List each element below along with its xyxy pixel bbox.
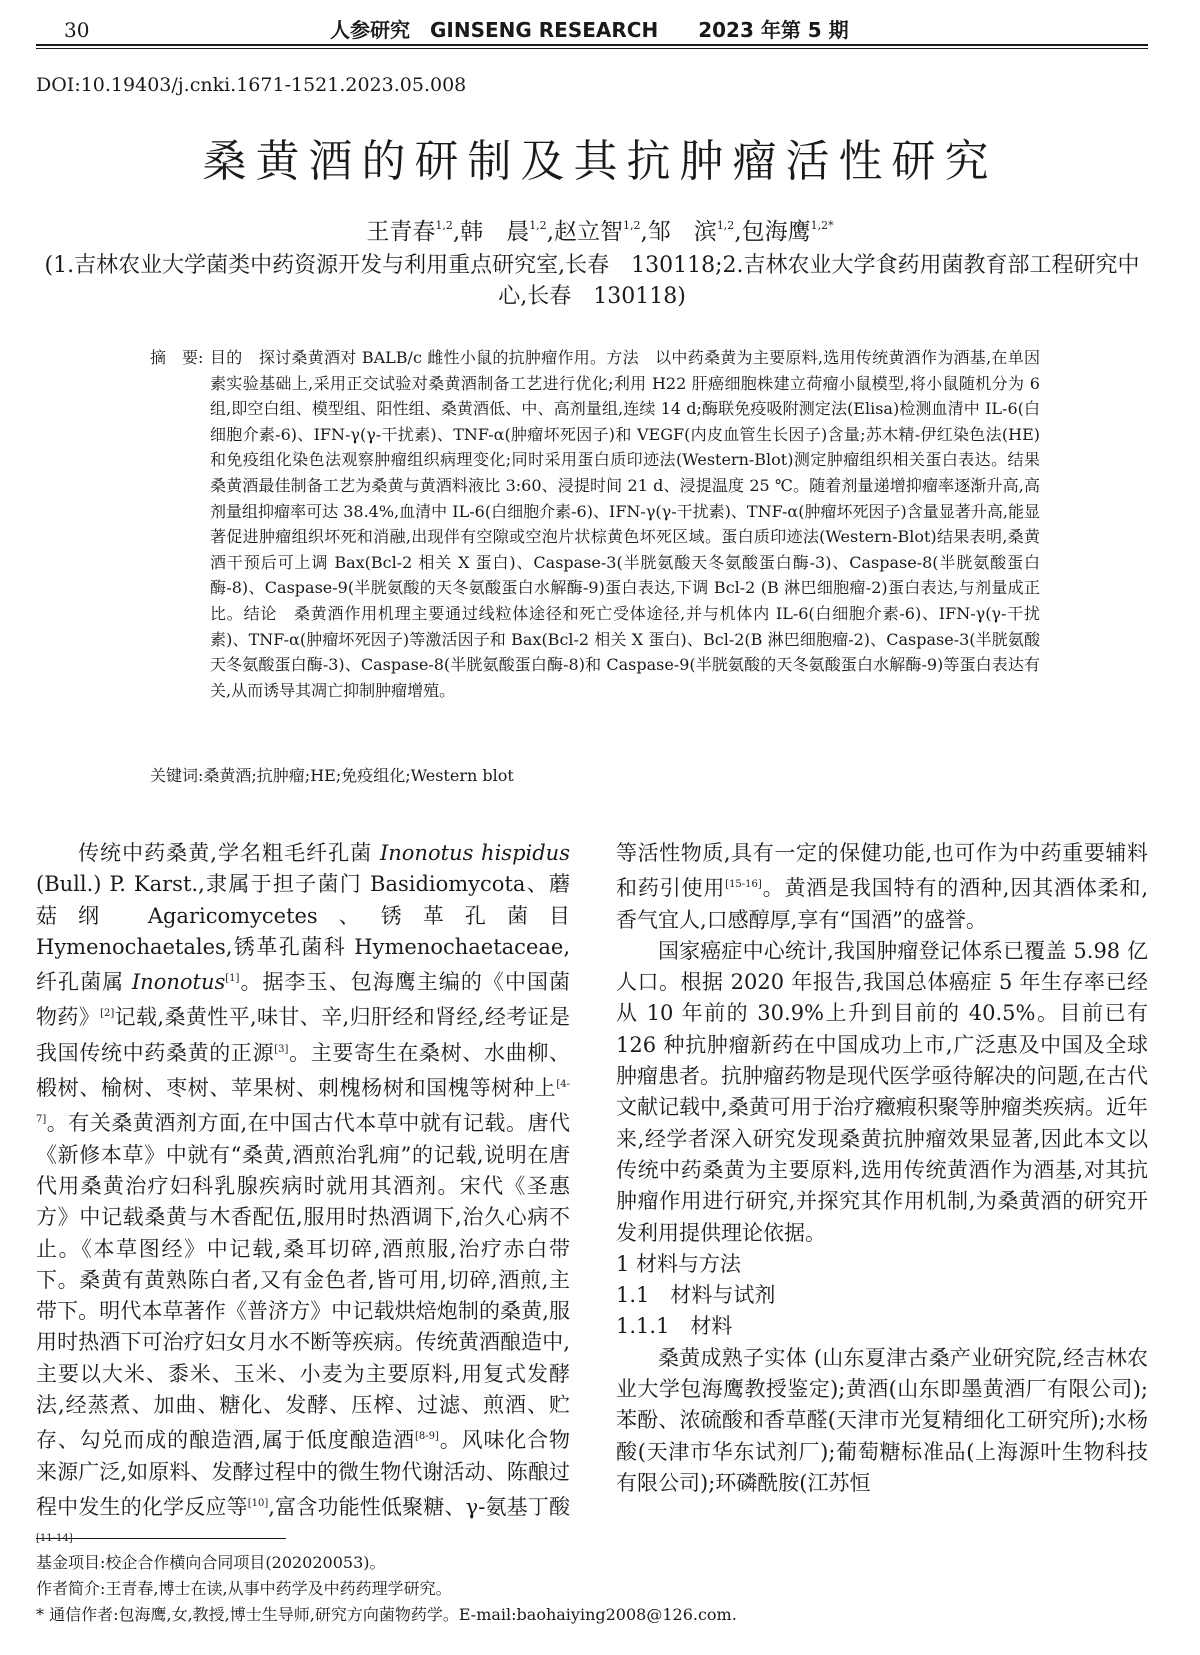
- author-name: 包海鹰: [741, 219, 811, 245]
- paragraph-text: 。黄酒是我国特有的酒种,因其酒体柔和,香气宜人,口感醇厚,享有“国酒”的盛誉。: [616, 876, 1148, 932]
- body-column-right: [616, 838, 1148, 1499]
- body-paragraph: [616, 838, 1148, 936]
- footnote-rule: [36, 1538, 286, 1539]
- paper-title: 桑黄酒的研制及其抗肿瘤活性研究: [202, 136, 998, 187]
- latin-name: Inonotus: [131, 970, 226, 995]
- paragraph-text: 记载,桑黄性平,味甘、辛,归肝经和肾经,经考证是我国传统中药桑黄的正源: [36, 1005, 570, 1065]
- paragraph-text: 。有关桑黄酒剂方面,在中国古代本草中就有记载。唐代《新修本草》中就有“桑黄,酒煎治乳痈”的记载,说明在唐代用桑黄治疗妇科乳腺疾病时就用其酒剂。宋代《圣惠方》中记载桑黄与木香配伍,服用时热酒调下,治久心病不止。《本草图经》中记载,桑耳切碎,酒煎服,治疗赤白带下。桑黄有黄熟陈白者,又有金色者,皆可用,切碎,酒煎,主带下。明代本草著作《普济方》中记载烘焙炮制的桑黄,服用时热酒下可治疗妇女月水不断等疾病。传统黄酒酿造中,主要以大米、黍米、玉米、小麦为主要原料,用复式发酵法,经蒸煮、加曲、糖化、发酵、压榨、过滤、煎酒、贮存、勾兑而成的酿造酒,属于低度酿造酒: [36, 1111, 570, 1453]
- body-paragraph: 桑黄成熟子实体 (山东夏津古桑产业研究院,经吉林农业大学包海鹰教授鉴定);黄酒(山东即墨黄酒厂有限公司);苯酚、浓硫酸和香草醛(天津市光复精细化工研究所);水杨酸(天津市华东试剂厂);葡萄糖标准品(上海源叶生物科技有限公司);环磷酰胺(江苏恒: [616, 1345, 1148, 1495]
- citation-ref: [15-16]: [725, 879, 762, 891]
- author-affiliation-mark: 1,2: [623, 219, 641, 232]
- author-name: 邹 滨: [647, 219, 717, 245]
- body-column-left: [36, 838, 570, 1559]
- author-separator: ,: [546, 219, 554, 245]
- citation-ref: [10]: [247, 1497, 269, 1509]
- author-affiliations: (1.吉林农业大学菌类中药资源开发与利用重点研究室,长春 130118;2.吉林农业大学食药用菌教育部工程研究中心,长春 130118): [44, 253, 1140, 309]
- author-list: [0, 213, 1200, 246]
- footnote-author-bio: 作者简介:王青春,博士在读,从事中药学及中药药理学研究。: [36, 1579, 452, 1598]
- paragraph-text: 传统中药桑黄,学名粗毛纤孔菌: [78, 841, 380, 865]
- header-rule-thin: [36, 48, 1148, 49]
- section-heading: 1 材料与方法: [616, 1251, 742, 1276]
- author-name: 韩 晨: [460, 219, 530, 245]
- paragraph-text: 。据李玉、包海鹰主编的《中国菌物药》: [36, 970, 570, 1030]
- doi-line: DOI:10.19403/j.cnki.1671-1521.2023.05.008: [36, 74, 467, 96]
- footnote-fund: 基金项目:校企合作横向合同项目(202020053)。: [36, 1553, 386, 1572]
- body-paragraph: 国家癌症中心统计,我国肿瘤登记体系已覆盖 5.98 亿人口。根据 2020 年报告,我国总体癌症 5 年生存率已经从 10 年前的 30.9%上升到目前的 40.5%。目前已有 126 种抗肿瘤新药在中国成功上市,广泛惠及中国及全球肿瘤患者。抗肿瘤药物是现代医学亟待解决的问题,在古代文献记载中,桑黄可用于治疗癥瘕积聚等肿瘤类疾病。近年来,经学者深入研究发现桑黄抗肿瘤效果显著,因此本文以传统中药桑黄为主要原料,选用传统黄酒作为酒基,对其抗肿瘤作用进行研究,并探究其作用机制,为桑黄酒的研究开发利用提供理论依据。: [616, 938, 1148, 1245]
- latin-name: Inonotus hispidus: [379, 841, 570, 865]
- citation-ref: [3]: [274, 1043, 289, 1055]
- author-affiliation-mark: 1,2: [435, 219, 453, 232]
- abstract-label: 摘 要:: [150, 348, 204, 367]
- header-rule: [36, 44, 1148, 46]
- keywords: [150, 763, 514, 786]
- journal-header: 人参研究 GINSENG RESEARCH 2023 年第 5 期: [330, 18, 849, 42]
- paragraph-text: 。风味化合物来源广泛,如原料、发酵过程中的微生物代谢活动、陈酿过程中发生的化学反应等: [36, 1428, 570, 1519]
- keywords-label: 关键词:: [150, 766, 204, 785]
- author-separator: ,: [452, 219, 461, 245]
- abstract-text: 目的 探讨桑黄酒对 BALB/c 雌性小鼠的抗肿瘤作用。方法 以中药桑黄为主要原料,选用传统黄酒作为酒基,在单因素实验基础上,采用正交试验对桑黄酒制备工艺进行优化;利用 H22 肝癌细胞株建立荷瘤小鼠模型,将小鼠随机分为 6 组,即空白组、模型组、阳性组、桑黄酒低、中、高剂量组,连续 14 d;酶联免疫吸附测定法(Elisa)检测血清中 IL-6(白细胞介素-6)、IFN-γ(γ-干扰素)、TNF-α(肿瘤坏死因子)和 VEGF(内皮血管生长因子)含量;苏木精-伊红染色法(HE)和免疫组化染色法观察肿瘤组织病理变化;同时采用蛋白质印迹法(Western-Blot)测定肿瘤组织相关蛋白表达。结果 桑黄酒最佳制备工艺为桑黄与黄酒料液比 3:60、浸提时间 21 d、浸提温度 25 ℃。随着剂量递增抑瘤率逐渐升高,高剂量组抑瘤率可达 38.4%,血清中 IL-6(白细胞介素-6)、IFN-γ(γ-干扰素)、TNF-α(肿瘤坏死因子)含量显著升高,能显著促进肿瘤组织坏死和消融,出现伴有空隙或空泡片状棕黄色坏死区域。蛋白质印迹法(Western-Blot)结果表明,桑黄酒干预后可上调 Bax(Bcl-2 相关 X 蛋白)、Caspase-3(半胱氨酸天冬氨酸蛋白酶-3)、Caspase-8(半胱氨酸蛋白酶-8)、Caspase-9(半胱氨酸的天冬氨酸蛋白水解酶-9)蛋白表达,下调 Bcl-2 (B 淋巴细胞瘤-2)蛋白表达,与剂量成正比。结论 桑黄酒作用机理主要通过线粒体途径和死亡受体途径,并与机体内 IL-6(白细胞介素-6)、IFN-γ(γ-干扰素)、TNF-α(肿瘤坏死因子)等激活因子和 Bax(Bcl-2 相关 X 蛋白)、Bcl-2(B 淋巴细胞瘤-2)、Caspase-3(半胱氨酸天冬氨酸蛋白酶-3)、Caspase-8(半胱氨酸蛋白酶-8)和 Caspase-9(半胱氨酸的天冬氨酸蛋白水解酶-9)等蛋白表达有关,从而诱导其凋亡抑制肿瘤增殖。: [210, 348, 1057, 700]
- author-separator: ,: [734, 219, 742, 245]
- paragraph-text: 等活性物质,具有一定的保健功能,也可作为中药重要辅料和药引使用: [616, 841, 1148, 901]
- author-affiliation-mark: 1,2: [529, 219, 547, 232]
- author-separator: ,: [640, 219, 648, 245]
- paragraph-text: (Bull.) P. Karst.,隶属于担子菌门 Basidiomycota、蘑菇纲 Agaricomycetes、锈革孔菌目 Hymenochaetales,锈革孔菌科 Hymenochaetaceae,纤孔菌属: [36, 872, 570, 995]
- body-paragraph: [36, 838, 570, 1559]
- footnote-corresponding: * 通信作者:包海鹰,女,教授,博士生导师,研究方向菌物药学。E-mail:baohaiying2008@126.com.: [36, 1605, 737, 1624]
- footnotes: [36, 1550, 737, 1628]
- keywords-text: 桑黄酒;抗肿瘤;HE;免疫组化;Western blot: [203, 766, 514, 785]
- author-name: 赵立智: [554, 219, 623, 245]
- citation-ref: [8-9]: [414, 1431, 439, 1443]
- citation-ref: [1]: [225, 973, 240, 985]
- author-name: 王青春: [366, 219, 436, 245]
- paragraph-text: ,富含功能性低聚糖、γ-氨基丁酸: [268, 1494, 571, 1519]
- citation-ref: [2]: [100, 1008, 115, 1020]
- author-affiliation-mark: 1,2*: [810, 219, 834, 232]
- paragraph-text: 。主要寄生在桑树、水曲柳、椴树、榆树、枣树、苹果树、刺槐杨树和国槐等树种上: [36, 1040, 571, 1101]
- citation-ref: [4-7]: [36, 1079, 570, 1126]
- subsubsection-heading: 1.1.1 材料: [616, 1314, 733, 1339]
- subsection-heading: 1.1 材料与试剂: [616, 1283, 776, 1308]
- page-number: 30: [64, 18, 90, 42]
- author-affiliation-mark: 1,2: [716, 219, 735, 232]
